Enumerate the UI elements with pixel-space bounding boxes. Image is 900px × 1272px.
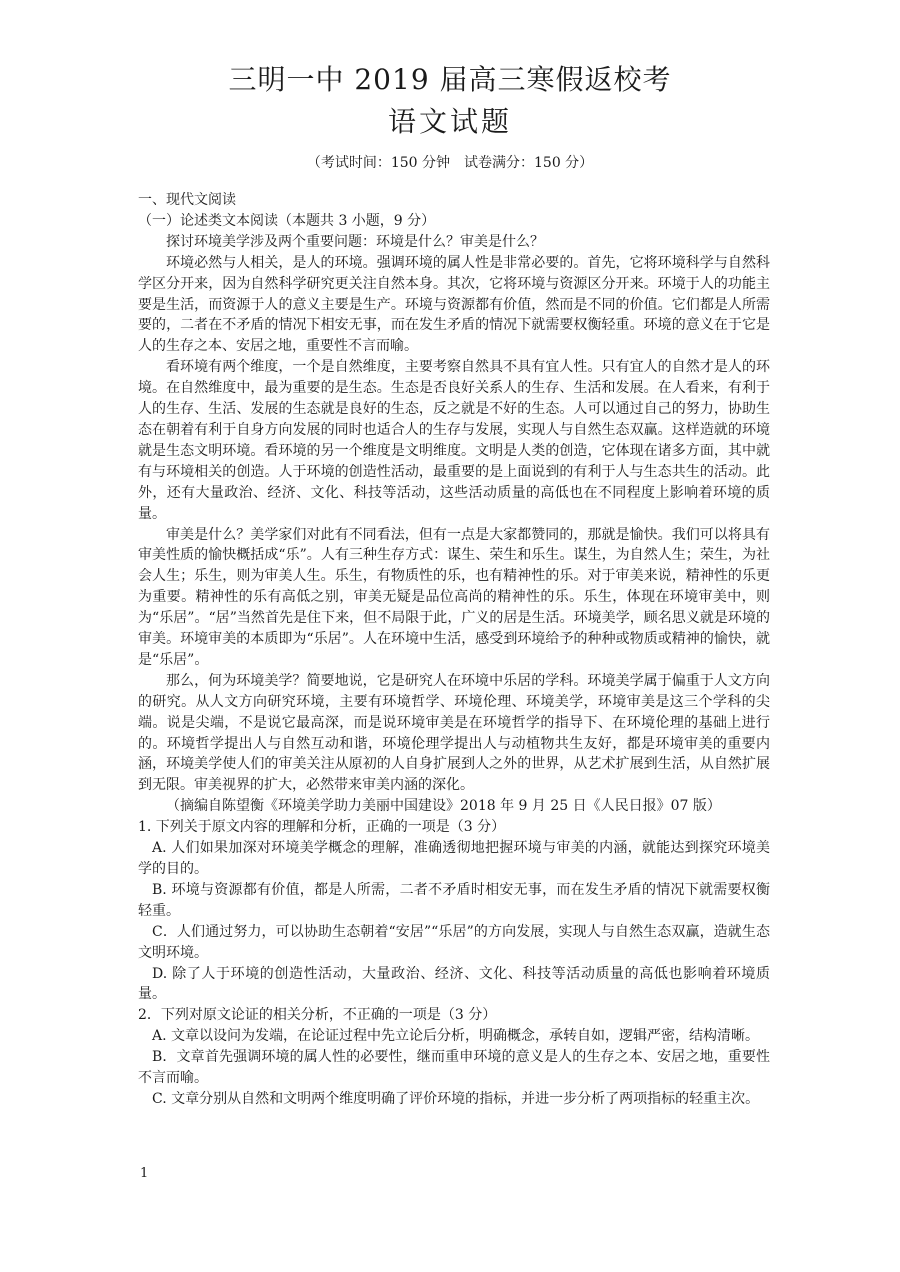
exam-title: 三明一中 2019 届高三寒假返校考 (228, 63, 672, 96)
section-heading: 一、现代文阅读 (138, 192, 236, 208)
section-subheading: （一）论述类文本阅读（本题共 3 小题，9 分） (138, 212, 436, 229)
question-option: D. 除了人于环境的创造性活动，大量政治、经济、文化、科技等活动质量的高低也影响着环境质量。 (138, 965, 770, 1003)
question-stem: 2．下列对原文论证的相关分析，不正确的一项是（3 分） (138, 1007, 497, 1024)
passage-paragraph: 看环境有两个维度，一个是自然维度，主要考察自然具不具有宜人性。只有宜人的自然才是人的环境。在自然维度中，最为重要的是生态。生态是否良好关系人的生存、生活和发展。在人看来，有利于人的生存、生活、发展的生态就是良好的生态，反之就是不好的生态。人可以通过自己的努力，协助生态在朝着有利于自身方向发展的同时也适合人的生存与发展，实现人与自然生态双赢。这样造就的环境就是生态文明环境。看环境的另一个维度是文明维度。文明是人类的创造，它体现在诸多方面，其中就有与环境相关的创造。人于环境的创造性活动，最重要的是上面说到的有利于人与生态共生的活动。此外，还有大量政治、经济、文化、科技等活动，这些活动质量的高低也在不同程度上影响着环境的质量。 (138, 359, 770, 522)
page-number: 1 (140, 1166, 149, 1181)
question-option: C．人们通过努力，可以协助生态朝着“安居”“乐居”的方向发展，实现人与自然生态双赢，造就生态文明环境。 (138, 923, 770, 961)
exam-subtitle: 语文试题 (387, 105, 512, 138)
passage-paragraph: 审美是什么？美学家们对此有不同看法，但有一点是大家都赞同的，那就是愉快。我们可以将具有审美性质的愉快概括成“乐”。人有三种生存方式：谋生、荣生和乐生。谋生，为自然人生；荣生，为社会人生；乐生，则为审美人生。乐生，有物质性的乐，也有精神性的乐。对于审美来说，精神性的乐更为重要。精神性的乐有高低之别，审美无疑是品位高尚的精神性的乐。乐生，体现在环境审美中，则为“乐居”。“居”当然首先是住下来，但不局限于此，广义的居是生活。环境美学，顾名思义就是环境的审美。环境审美的本质即为“乐居”。人在环境中生活，感受到环境给予的种种或物质或精神的愉快，就是“乐居”。 (138, 526, 770, 668)
question-option: B. 环境与资源都有价值，都是人所需，二者不矛盾时相安无事，而在发生矛盾的情况下就需要权衡轻重。 (138, 881, 770, 919)
question-option: A. 人们如果加深对环境美学概念的理解，准确透彻地把握环境与审美的内涵，就能达到探究环境美学的目的。 (138, 840, 770, 877)
passage-source: （摘编自陈望衡《环境美学助力美丽中国建设》2018 年 9 月 25 日《人民日报》07 版） (166, 798, 721, 815)
question-option: C. 文章分别从自然和文明两个维度明确了评价环境的指标，并进一步分析了两项指标的轻重主次。 (152, 1090, 760, 1107)
passage-paragraph: 环境必然与人相关，是人的环境。强调环境的属人性是非常必要的。首先，它将环境科学与自然科学区分开来，因为自然科学研究更关注自然本身。其次，它将环境与资源区分开来。环境于人的功能主要是生活，而资源于人的意义主要是生产。环境与资源都有价值，然而是不同的价值。它们都是人所需要的，二者在不矛盾的情况下相安无事，而在发生矛盾的情况下就需要权衡轻重。环境的意义在于它是人的生存之本、安居之地，重要性不言而喻。 (138, 254, 770, 355)
passage-paragraph: 探讨环境美学涉及两个重要问题：环境是什么？审美是什么？ (166, 233, 544, 250)
question-stem: 1. 下列关于原文内容的理解和分析，正确的一项是（3 分） (138, 819, 506, 836)
question-option: B．文章首先强调环境的属人性的必要性，继而重申环境的意义是人的生存之本、安居之地，重要性不言而喻。 (138, 1049, 770, 1087)
exam-content (138, 190, 770, 1110)
exam-info: （考试时间：150 分钟 试卷满分：150 分） (306, 155, 594, 171)
question-option: A. 文章以设问为发端，在论证过程中先立论后分析，明确概念，承转自如，逻辑严密，结构清晰。 (152, 1028, 760, 1045)
passage-paragraph: 那么，何为环境美学？简要地说，它是研究人在环境中乐居的学科。环境美学属于偏重于人文方向的研究。从人文方向研究环境，主要有环境哲学、环境伦理、环境美学，环境审美是这三个学科的尖端。说是尖端，不是说它最高深，而是说环境审美是在环境哲学的指导下、在环境伦理的基础上进行的。环境哲学提出人与自然互动和谐，环境伦理学提出人与动植物共生友好，都是环境审美的重要内涵，环境美学使人们的审美关注从原初的人自身扩展到人之外的世界，从艺术扩展到生活，从自然扩展到无限。审美视界的扩大，必然带来审美内涵的深化。 (138, 672, 770, 794)
